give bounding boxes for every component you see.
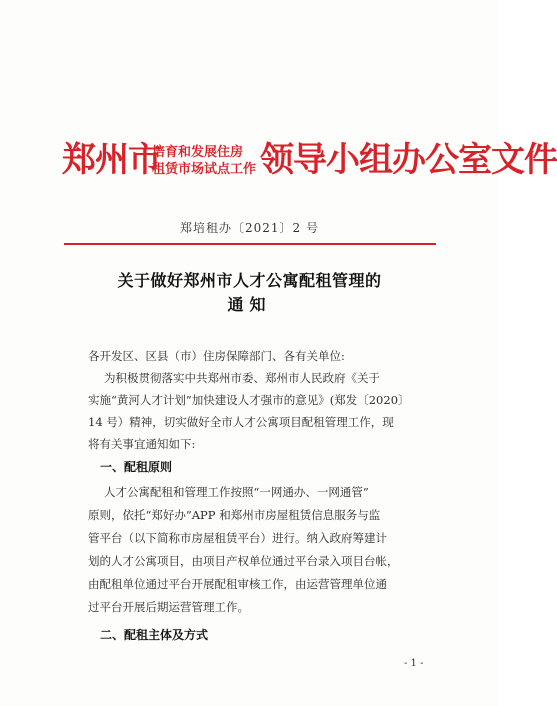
red-divider-line bbox=[64, 243, 436, 245]
paragraph-1-line-1: 为积极贯彻落实中共郑州市委、郑州市人民政府《关于 bbox=[104, 371, 380, 385]
paragraph-1-line-3: 14 号）精神，切实做好全市人才公寓项目配租管理工作，现 bbox=[88, 415, 394, 429]
addressee-line: 各开发区、区县（市）住房保障部门、各有关单位: bbox=[88, 349, 345, 363]
red-masthead bbox=[62, 138, 557, 190]
masthead-office: 领导小组办公室文件 bbox=[260, 140, 557, 180]
paragraph-2-line-3: 管平台（以下简称市房屋租赁平台）进行。纳入政府筹建计 bbox=[88, 531, 387, 545]
paragraph-2-line-1: 人才公寓配租和管理工作按照“一网通办、一网通管” bbox=[104, 485, 369, 499]
document-number: 郑培租办〔2021〕2 号 bbox=[180, 221, 319, 235]
paragraph-1-line-2: 实施“黄河人才计划”加快建设人才强市的意见》(郑发〔2020〕 bbox=[88, 393, 410, 407]
paragraph-2-line-5: 由配租单位通过平台开展配租审核工作，由运营管理单位通 bbox=[88, 577, 387, 591]
document-title-line-2: 通知 bbox=[227, 295, 272, 314]
paragraph-2-line-6: 过平台开展后期运营管理工作。 bbox=[88, 600, 249, 614]
masthead-stack-line-1: 培育和发展住房 bbox=[152, 145, 244, 160]
paragraph-2-line-2: 原则，依托“郑好办”APP 和郑州市房屋租赁信息服务与监 bbox=[88, 508, 381, 522]
section-heading-1: 一、配租原则 bbox=[100, 460, 173, 474]
paragraph-1-line-4: 将有关事宜通知如下: bbox=[88, 437, 196, 451]
document-title-line-1: 关于做好郑州市人才公寓配租管理的 bbox=[117, 271, 382, 290]
masthead-stack-line-2: 租赁市场试点工作 bbox=[152, 162, 257, 177]
masthead-city: 郑州市 bbox=[62, 140, 161, 180]
section-heading-2: 二、配租主体及方式 bbox=[100, 628, 209, 642]
page-number: - 1 - bbox=[404, 658, 424, 669]
paragraph-2-line-4: 划的人才公寓项目，由项目产权单位通过平台录入项目台帐， bbox=[88, 554, 399, 568]
masthead-stacked-text bbox=[152, 144, 260, 178]
